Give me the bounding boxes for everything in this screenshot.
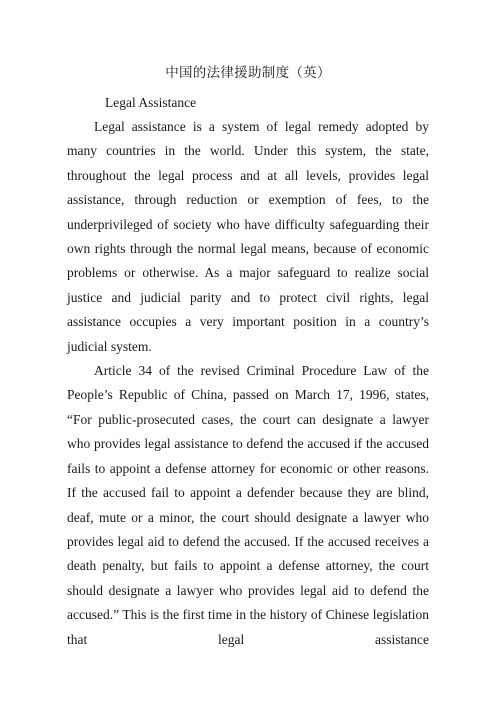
paragraph-2: Article 34 of the revised Criminal Procedure Law of the People’s Republic of China, passed on March 17, 1996, states, “For public-prosecuted cases, the court can designate a lawyer who provides legal assistance to defend the accused if the accused fails to appoint a defense attorney for economic or other reasons. If the accused fail to appoint a defender because they are blind, deaf, mute or a minor, the court should designate a lawyer who provides legal aid to defend the accused. If the accused receives a death penalty, but fails to appoint a defense attorney, the court should designate a lawyer who provides legal aid to defend the accused.” This is the first time in the history of Chinese legislation that legal assistance [67,363,429,647]
document-body [67,115,429,652]
document-title: 中国的法律援助制度（英） [165,65,331,80]
paragraph-1: Legal assistance is a system of legal remedy adopted by many countries in the world. Under this system, the state, throughout the legal process and at all levels, provides legal assistance, through reduction or exemption of fees, to the underprivileged of society who have difficulty safeguarding their own rights through the normal legal means, because of economic problems or otherwise. As a major safeguard to realize social justice and judicial parity and to protect civil rights, legal assistance occupies a very important position in a country’s judicial system. [67,119,429,354]
document-subtitle: Legal Assistance [105,95,197,110]
